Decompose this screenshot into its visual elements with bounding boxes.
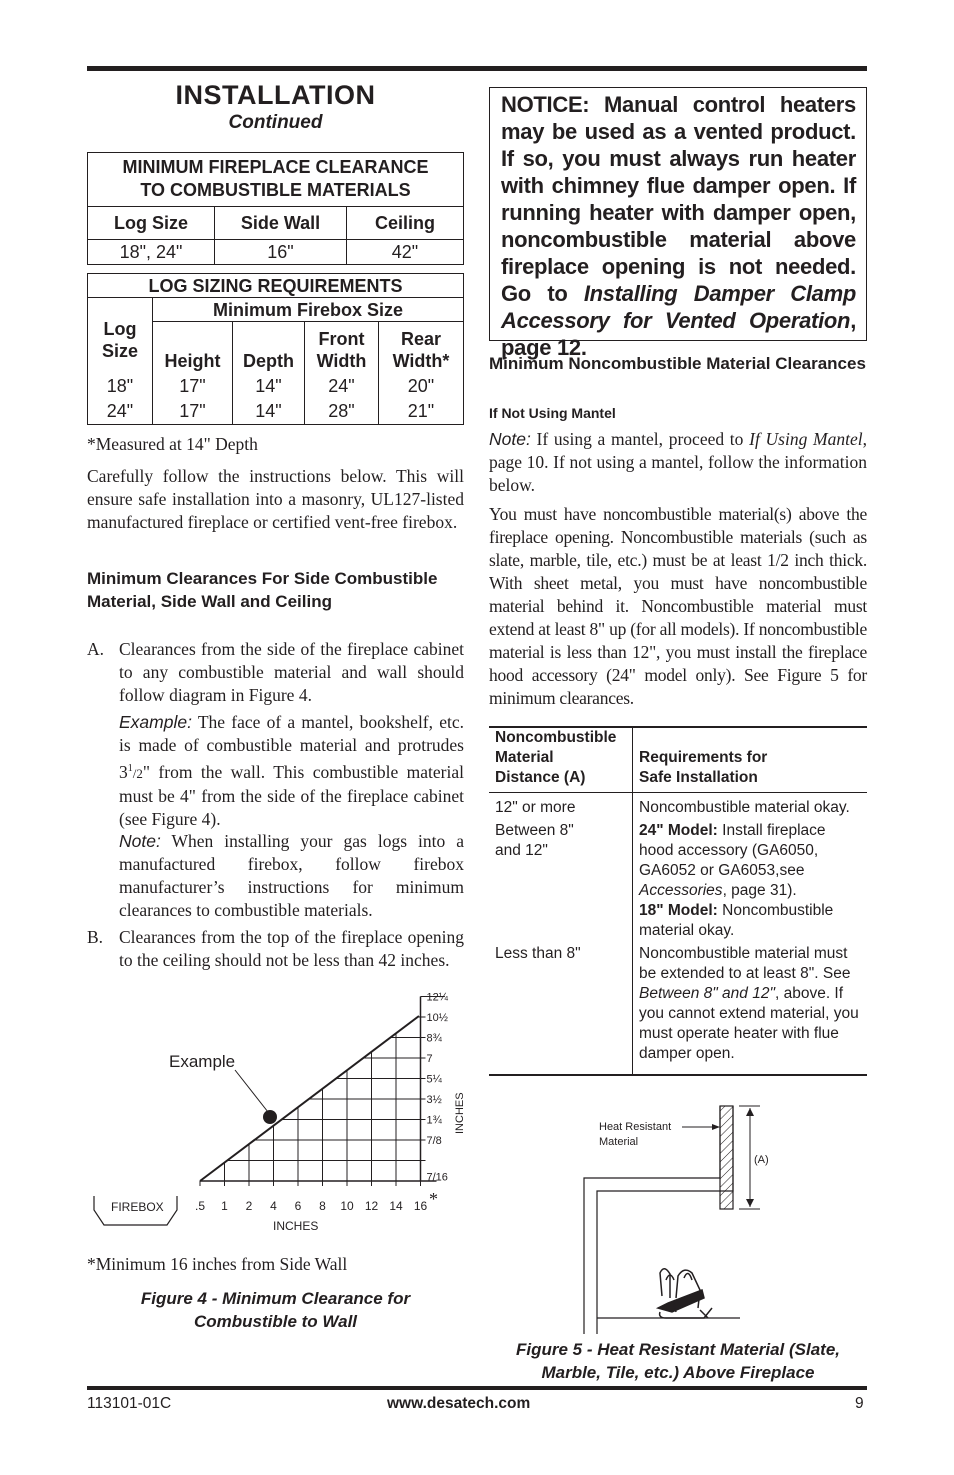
x-tick-label: 12 bbox=[364, 1199, 379, 1213]
col-height: Height bbox=[153, 322, 233, 374]
x-axis-label: INCHES bbox=[273, 1219, 319, 1233]
col-distance: Noncombustible Material Distance (A) bbox=[489, 727, 633, 793]
y-tick-label: 8¾ bbox=[426, 1032, 442, 1045]
notice-link: Installing Damper Clamp Accessory for Vented Operation bbox=[501, 281, 856, 333]
top-rule bbox=[87, 66, 867, 71]
table-row: Less than 8" Noncombustible material must be extended to at least 8". See Between 8" and 12", above. If you cannot extend material, you must operate heater with flue damper open. bbox=[489, 944, 867, 1075]
col-rear-width: Rear Width* bbox=[379, 322, 464, 374]
page-subtitle: Continued bbox=[228, 112, 323, 133]
example-pointer bbox=[235, 1070, 268, 1112]
no-mantel-subheading: If Not Using Mantel bbox=[489, 405, 616, 421]
log-table-title: LOG SIZING REQUIREMENTS bbox=[88, 274, 464, 298]
x-tick-label: 2 bbox=[245, 1199, 253, 1213]
item-a-text: Clearances from the side of the fireplace cabinet to any combustible material and wall should follow diagram in Figure 4. bbox=[119, 639, 464, 705]
figure-5-diagram bbox=[580, 1098, 800, 1336]
y-tick-label: 1¾ bbox=[426, 1114, 442, 1127]
bottom-rule bbox=[87, 1386, 867, 1390]
website-link[interactable]: www.desatech.com bbox=[387, 1395, 531, 1412]
clearance-table bbox=[87, 152, 464, 265]
example-paragraph: Example: The face of a mantel, bookshelf, etc. is made of combustible material and protrudes $3^1/2$" from the wall. This combustible material must be 4" from the side of the fireplace cabinet (see Figure 4). bbox=[119, 712, 465, 829]
material-label-line2: Material bbox=[599, 1136, 639, 1148]
y-tick-label: 12¼ bbox=[426, 991, 448, 1004]
arrow-down-icon bbox=[746, 1199, 754, 1207]
gas-logs-icon bbox=[658, 1269, 712, 1318]
col-requirements: Requirements for Safe Installation bbox=[633, 727, 868, 793]
page-title: INSTALLATION bbox=[175, 80, 376, 110]
noncombustible-heading: Minimum Noncombustible Material Clearances bbox=[489, 354, 866, 373]
x-tick-label: .5 bbox=[194, 1199, 206, 1213]
y-tick-label: 3½ bbox=[426, 1094, 442, 1106]
firebox-label: FIREBOX bbox=[111, 1200, 164, 1214]
log-sizing-table bbox=[87, 273, 464, 425]
asterisk-mark: * bbox=[429, 1189, 438, 1209]
heat-resistant-material bbox=[720, 1106, 733, 1209]
y-tick-label: 7/8 bbox=[426, 1135, 442, 1147]
cell-log-size: 18", 24" bbox=[88, 240, 215, 265]
table-row: 24" 17" 14" 28" 21" bbox=[88, 399, 464, 425]
col-log-size: Log Size bbox=[88, 207, 215, 240]
requirements-table bbox=[489, 726, 867, 1076]
table-row: 12" or more Noncombustible material okay. bbox=[489, 793, 867, 822]
item-b-label: B. bbox=[87, 927, 104, 947]
footnote-depth: *Measured at 14" Depth bbox=[87, 434, 258, 454]
x-tick-label: 10 bbox=[340, 1199, 354, 1213]
x-tick-label: 4 bbox=[270, 1199, 277, 1213]
col-side-wall: Side Wall bbox=[215, 207, 347, 240]
example-point bbox=[263, 1110, 277, 1124]
dimension-label: (A) bbox=[754, 1154, 769, 1166]
item-b-text: Clearances from the top of the fireplace opening to the ceiling should not be less than 42 inches. bbox=[119, 927, 464, 970]
group-header: Minimum Firebox Size bbox=[153, 298, 464, 322]
arrow-right-icon bbox=[712, 1124, 720, 1130]
clearance-table-title: MINIMUM FIREPLACE CLEARANCE TO COMBUSTIBLE MATERIALS bbox=[88, 153, 464, 207]
x-tick-label: 1 bbox=[221, 1199, 228, 1213]
col-front-width: Front Width bbox=[305, 322, 379, 374]
doc-number: 113101-01C bbox=[87, 1395, 172, 1412]
y-tick-label: 7/16 bbox=[426, 1171, 448, 1184]
item-a-label: A. bbox=[87, 639, 105, 659]
notice-box: NOTICE: Manual control heaters may be used as a vented product. If so, you must always run heater with chimney flue damper open. If running heater with damper open, noncombustible material above fireplace opening is not needed. Go to Installing Damper Clamp Accessory for Vented Operation, page 12. bbox=[489, 87, 867, 341]
noncombustible-paragraph: You must have noncombustible material(s) above the fireplace opening. Noncombustible materials (such as slate, marble, tile, etc.) must be at least 1/2 inch thick. With sheet metal, you must have noncombustible material behind it. Noncombustible material must extend at least 8" up (for all models). If noncombustible material is less than 12", you must install the fireplace hood accessory (24" model only). See Figure 5 for minimum clearances. bbox=[489, 504, 867, 708]
footnote-side-wall: *Minimum 16 inches from Side Wall bbox=[87, 1254, 348, 1274]
note-paragraph: Note: When installing your gas logs into a manufactured firebox, follow firebox manufacturer’s instructions for minimum clearances to combustible materials. bbox=[119, 831, 464, 920]
col-ceiling: Ceiling bbox=[347, 207, 464, 240]
clearances-heading: Minimum Clearances For Side Combustible Material, Side Wall and Ceiling bbox=[87, 569, 438, 611]
y-axis-label: INCHES bbox=[454, 1092, 466, 1134]
y-tick-label: 7 bbox=[426, 1053, 433, 1065]
col-depth: Depth bbox=[233, 322, 305, 374]
page-number: 9 bbox=[855, 1395, 864, 1412]
figure-4-chart bbox=[87, 991, 467, 1243]
intro-paragraph: Carefully follow the instructions below. This will ensure safe installation into a masonry, UL127-listed manufactured fireplace or certified vent-free firebox. bbox=[87, 466, 464, 532]
x-tick-label: 16 bbox=[413, 1199, 428, 1213]
figure-4-caption: Figure 4 - Minimum Clearance for Combustible to Wall bbox=[140, 1289, 411, 1331]
cell-side-wall: 16" bbox=[215, 240, 347, 265]
arrow-up-icon bbox=[746, 1108, 754, 1116]
cell-ceiling: 42" bbox=[347, 240, 464, 265]
y-tick-label: 5¼ bbox=[426, 1073, 442, 1086]
mantel-note: Note: If using a mantel, proceed to If Using Mantel, page 10. If not using a mantel, follow the information below. bbox=[489, 429, 868, 495]
example-label: Example bbox=[169, 1052, 236, 1071]
table-row: 18" 17" 14" 24" 20" bbox=[88, 374, 464, 399]
material-label-line1: Heat Resistant bbox=[599, 1121, 672, 1133]
x-tick-label: 8 bbox=[319, 1199, 326, 1213]
x-tick-label: 14 bbox=[389, 1199, 403, 1213]
x-tick-label: 6 bbox=[294, 1199, 302, 1213]
table-row: Between 8" and 12" 24" Model: Install fireplace hood accessory (GA6050, GA6052 or GA6053,see Accessories, page 31). 18" Model: Noncombustible material okay. bbox=[489, 821, 867, 944]
figure-5-caption: Figure 5 - Heat Resistant Material (Slate, Marble, Tile, etc.) Above Fireplace bbox=[515, 1340, 841, 1382]
y-tick-label: 10½ bbox=[426, 1012, 448, 1024]
col-log: Log Size bbox=[88, 298, 153, 374]
